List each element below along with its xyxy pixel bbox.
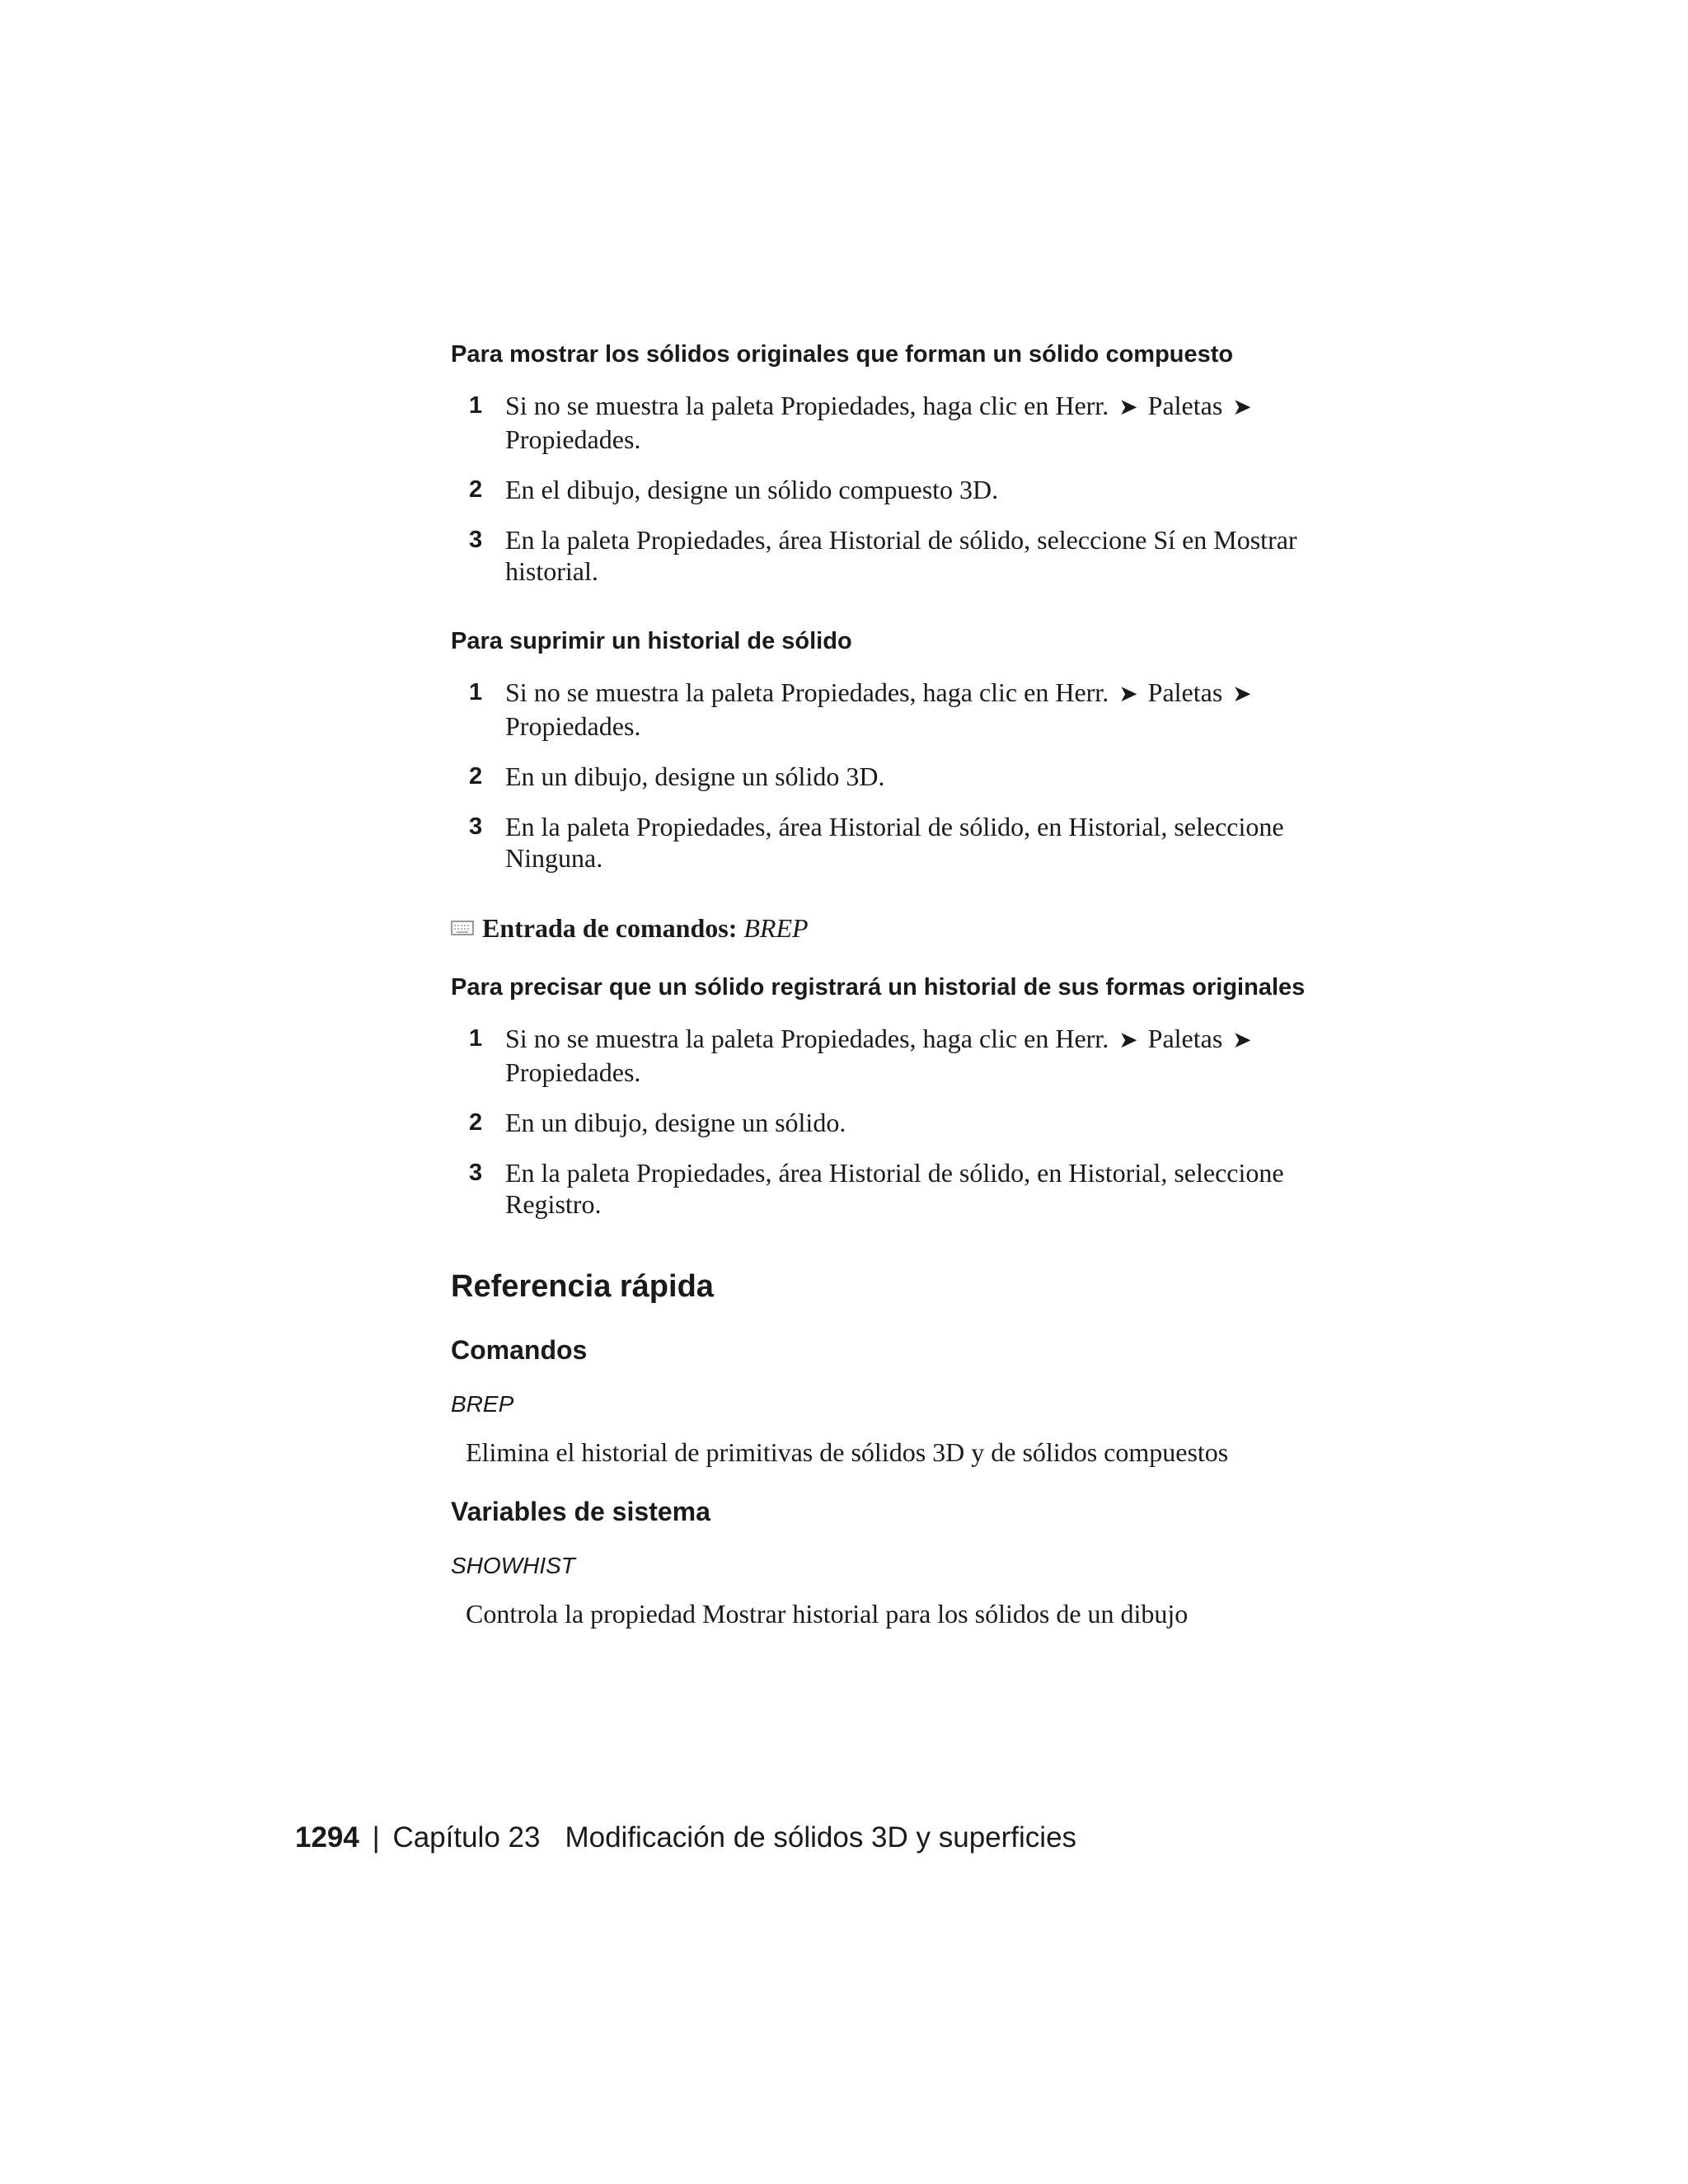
menu-path-item: Propiedades. [505,424,641,454]
commands-heading: Comandos [451,1335,588,1365]
menu-arrow-icon: ➤ [1118,395,1138,420]
command-entry-label: Entrada de comandos: [482,913,738,943]
step-text: En el dibujo, designe un sólido compuesto 3D. [505,475,999,504]
sysvar-description: Controla la propiedad Mostrar historial para los sólidos de un dibujo [466,1599,1189,1629]
step-number: 1 [469,392,483,419]
chapter-title: Modificación de sólidos 3D y superficies [565,1821,1077,1854]
page-footer [295,1820,1076,1856]
menu-path-item: Paletas [1147,1024,1223,1053]
step-number: 2 [469,1109,483,1136]
step-item [451,524,1341,587]
step-text: Si no se muestra la paleta Propiedades, haga clic en Herr. [505,677,1109,707]
command-name: BREP [451,1391,514,1417]
step-item [451,390,1341,455]
menu-arrow-icon: ➤ [1118,1028,1138,1053]
menu-arrow-icon: ➤ [1118,682,1138,707]
step-item [451,474,1341,505]
chapter-number: Capítulo 23 [392,1821,541,1854]
step-item [451,811,1341,874]
step-text: Si no se muestra la paleta Propiedades, haga clic en Herr. [505,1024,1109,1053]
procedure-steps [451,390,1341,587]
step-number: 3 [469,527,483,553]
menu-path-item: Paletas [1147,391,1223,420]
menu-arrow-icon: ➤ [1232,1028,1252,1053]
procedure-steps [451,677,1341,874]
menu-path-item: Propiedades. [505,711,641,741]
procedure-heading: Para suprimir un historial de sólido [451,628,852,654]
step-number: 1 [469,679,483,705]
command-description: Elimina el historial de primitivas de sólidos 3D y de sólidos compuestos [466,1437,1229,1467]
procedure-heading: Para precisar que un sólido registrará un historial de sus formas originales [451,974,1306,1001]
quick-reference-title: Referencia rápida [451,1269,714,1304]
step-number: 3 [469,1160,483,1186]
menu-path-item: Paletas [1147,677,1223,707]
step-text: En la paleta Propiedades, área Historial de sólido, en Historial, seleccione Registro. [505,1158,1284,1219]
step-text: En la paleta Propiedades, área Historial de sólido, seleccione Sí en Mostrar historial. [505,525,1297,586]
step-number: 2 [469,476,483,503]
step-number: 1 [469,1025,483,1052]
step-item [451,1023,1341,1088]
step-item [451,1157,1341,1220]
step-item [451,677,1341,742]
step-text: En un dibujo, designe un sólido. [505,1108,846,1137]
menu-path-item: Propiedades. [505,1057,641,1087]
keyboard-icon [451,919,474,937]
step-item [451,1107,1341,1138]
step-text: Si no se muestra la paleta Propiedades, haga clic en Herr. [505,391,1109,420]
menu-arrow-icon: ➤ [1232,682,1252,707]
command-entry-value: BREP [743,913,809,943]
step-number: 3 [469,813,483,840]
step-number: 2 [469,763,483,790]
procedure-heading: Para mostrar los sólidos originales que forman un sólido compuesto [451,341,1234,368]
sysvar-name: SHOWHIST [451,1553,575,1578]
footer-separator: | [372,1821,380,1854]
step-item [451,761,1341,792]
page-content [451,338,1341,1630]
procedure-steps [451,1023,1341,1220]
step-text: En un dibujo, designe un sólido 3D. [505,762,885,791]
menu-arrow-icon: ➤ [1232,395,1252,420]
page-number: 1294 [295,1821,359,1854]
command-entry [451,912,1341,944]
step-text: En la paleta Propiedades, área Historial de sólido, en Historial, seleccione Ninguna. [505,812,1284,873]
system-variables-heading: Variables de sistema [451,1497,710,1526]
